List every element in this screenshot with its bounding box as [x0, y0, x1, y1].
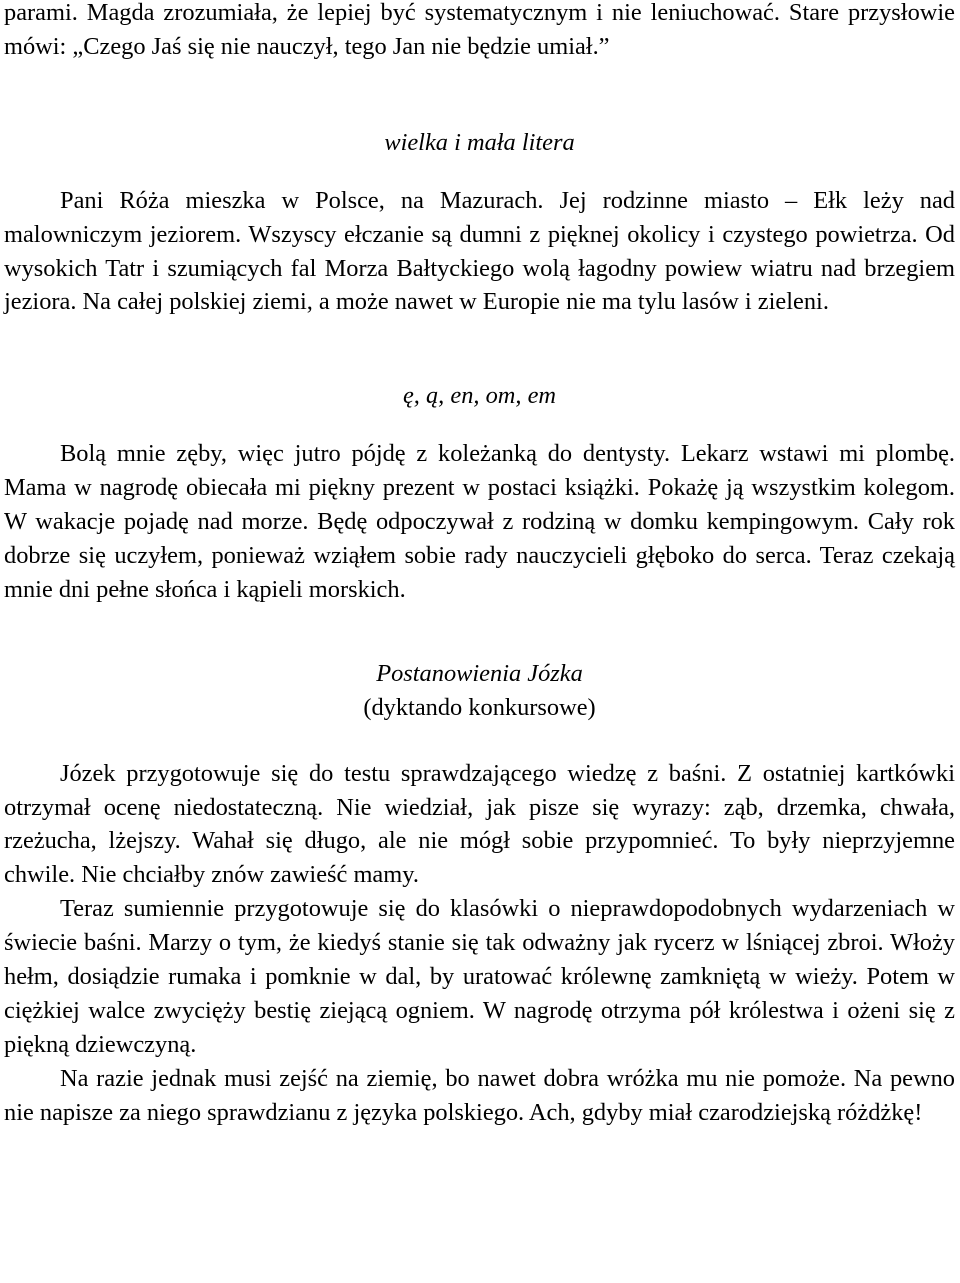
section-paragraph-test: Józek przygotowuje się do testu sprawdzającego wiedzę z baśni. Z ostatniej kartkówki otrzymał ocenę niedostateczną. Nie wiedział, jak pisze się wyrazy: ząb, drzemka, chwała, rzeżucha, lżejszy. Wahał się długo, ale nie mógł sobie przypomnieć. To były nieprzyjemne chwile. Nie chciałby znów zawieść mamy.	[4, 759, 955, 889]
section-title-capital-letters: wielka i mała litera	[384, 128, 575, 156]
section-subtitle-dictation: (dyktando konkursowe)	[363, 693, 596, 721]
section-paragraph-wand: Na razie jednak musi zejść na ziemię, bo nawet dobra wróżka mu nie pomoże. Na pewno nie napisze za niego sprawdzianu z języka polskiego. Ach, gdyby miał czarodziejską różdżkę!	[4, 1064, 955, 1126]
section-paragraph-mazury: Pani Róża mieszka w Polsce, na Mazurach. Jej rodzinne miasto – Ełk leży nad malowniczym jeziorem. Wszyscy ełczanie są dumni z pięknej okolicy i czystego powietrza. Od wysokich Tatr i szumiących fal Morza Bałtyckiego wolą łagodny powiew wiatru nad brzegiem jeziora. Na całej polskiej ziemi, a może nawet w Europie nie ma tylu lasów i zieleni.	[4, 186, 955, 316]
section-title-nasal-vowels: ę, ą, en, om, em	[402, 382, 557, 410]
section-paragraph-dentist: Bolą mnie zęby, więc jutro pójdę z koleżanką do dentysty. Lekarz wstawi mi plombę. Mama w nagrodę obiecała mi piękny prezent w postaci książki. Pokażę ją wszystkim kolegom. W wakacje pojadę nad morze. Będę odpoczywał z rodziną w domku kempingowym. Cały rok dobrze się uczyłem, ponieważ wziąłem sobie rady nauczycieli głęboko do serca. Teraz czekają mnie dni pełne słońca i kąpieli morskich.	[4, 440, 955, 603]
section-title-jozek: Postanowienia Józka	[376, 659, 583, 687]
document-page	[4, 0, 955, 1130]
section-paragraph-knight: Teraz sumiennie przygotowuje się do klasówki o nieprawdopodobnych wydarzeniach w świecie baśni. Marzy o tym, że kiedyś stanie się tak odważny jak rycerz w lśniącej zbroi. Włoży hełm, dosiądzie rumaka i pomknie w dal, by uratować królewnę zamkniętą w wieży. Potem w ciężkiej walce zwycięży bestię ziejącą ogniem. W nagrodę otrzyma pół królestwa i ożeni się z piękną dziewczyną.	[4, 895, 955, 1058]
intro-paragraph: parami. Magda zrozumiała, że lepiej być systematycznym i nie leniuchować. Stare przysłowie mówi: „Czego Jaś się nie nauczył, tego Jan nie będzie umiał.”	[4, 0, 955, 60]
